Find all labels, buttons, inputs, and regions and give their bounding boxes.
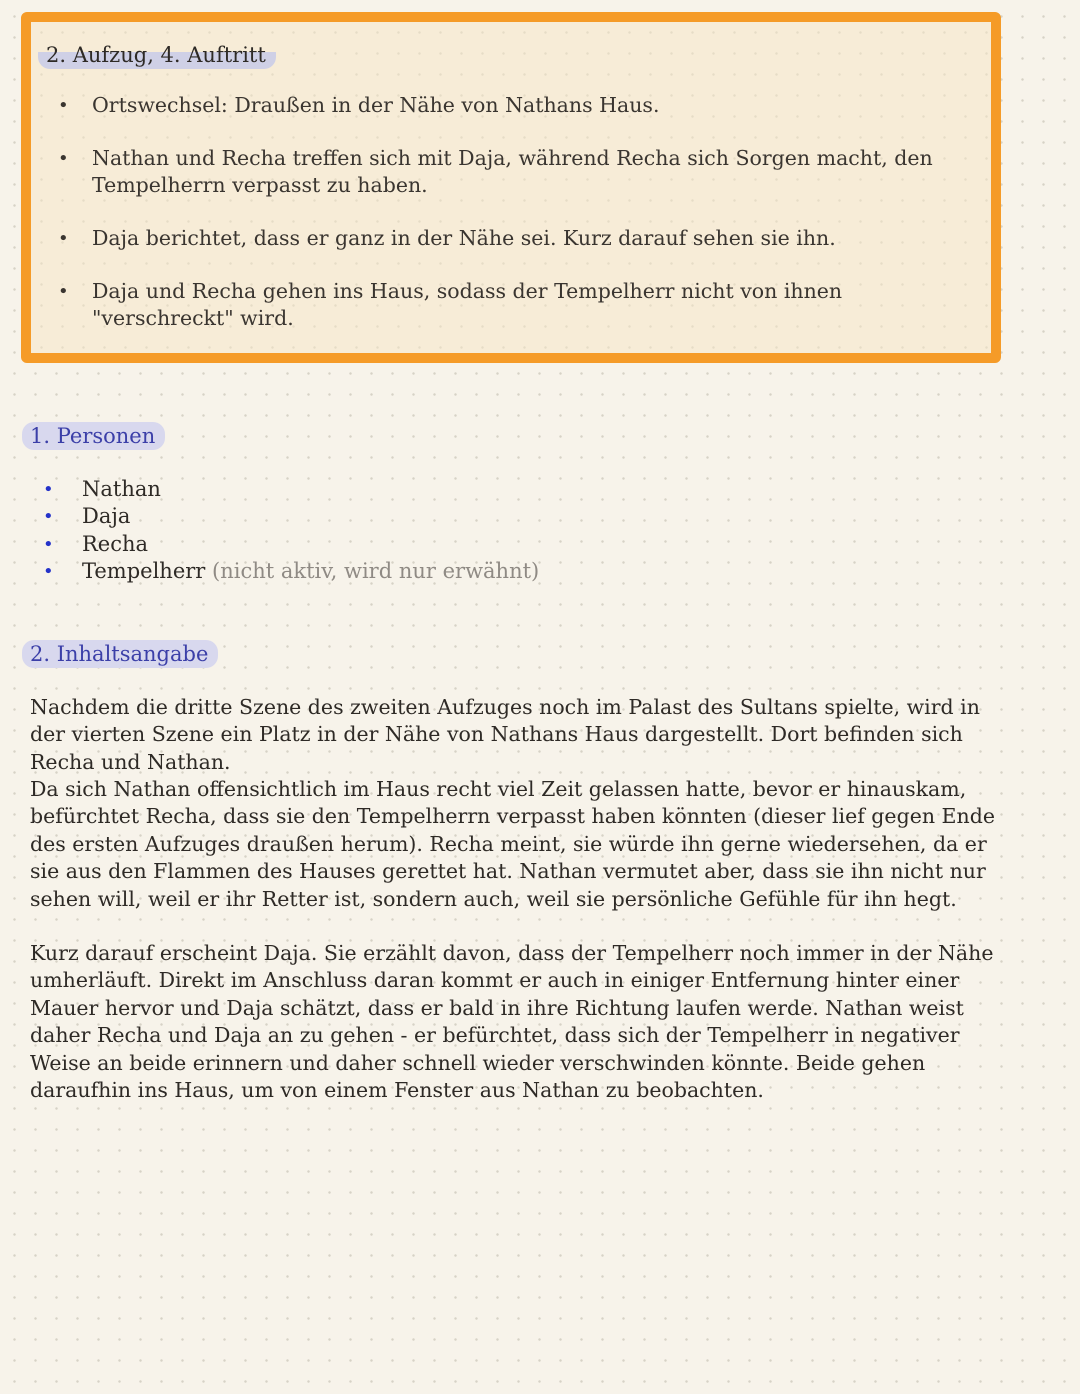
person-name: Recha <box>82 531 149 556</box>
person-name: Tempelherr <box>82 558 206 583</box>
person-item <box>40 503 539 530</box>
summary-paragraph: Da sich Nathan offensichtlich im Haus recht viel Zeit gelassen hatte, bevor er hinauskam, befürchtet Recha, dass sie den Tempelherrn verpasst haben könnten (dieser lief gegen Ende des ersten Aufzuges draußen herum). Recha meint, sie würde ihn gerne wiedersehen, da er sie aus den Flammen des Hauses gerettet hat. Nathan vermutet aber, dass sie ihn nicht nur sehen will, weil er ihr Retter ist, sondern auch, weil sie persönliche Gefühle für ihn hegt. <box>30 777 995 911</box>
summary-item-text: Daja berichtet, dass er ganz in der Nähe sei. Kurz darauf sehen sie ihn. <box>92 226 836 250</box>
summary-item <box>55 92 955 119</box>
summary-item-text: Nathan und Recha treffen sich mit Daja, während Recha sich Sorgen macht, den Tempelherrn verpasst zu haben. <box>92 146 933 197</box>
bullet-icon: • <box>58 148 69 169</box>
bullet-icon: • <box>58 228 69 249</box>
person-item <box>40 558 539 585</box>
summary-item <box>55 225 955 252</box>
summary-item-text: Daja und Recha gehen ins Haus, sodass der Tempelherr nicht von ihnen "verschreckt" wird. <box>92 279 843 330</box>
person-item <box>40 476 539 503</box>
summary-paragraph: Kurz darauf erscheint Daja. Sie erzählt davon, dass der Tempelherr noch immer in der Nähe umherläuft. Direkt im Anschluss daran kommt er auch in einiger Entfernung hinter einer Mauer hervor und Daja schätzt, dass er bald in ihre Richtung laufen werde. Nathan weist daher Recha und Daja an zu gehen - er befürchtet, dass sich der Tempelherr in negativer Weise an beide erinnern und daher schnell wieder verschwinden könnte. Beide gehen daraufhin ins Haus, um von einem Fenster aus Nathan zu beobachten. <box>30 941 994 1103</box>
bullet-icon: • <box>58 95 69 116</box>
inhaltsangabe-heading: 2. Inhaltsangabe <box>22 640 218 668</box>
personen-heading: 1. Personen <box>22 422 165 450</box>
summary-item <box>55 145 955 199</box>
bullet-icon: • <box>43 479 54 500</box>
bullet-icon: • <box>43 533 54 555</box>
bullet-icon: • <box>43 560 54 582</box>
summary-item-text: Ortswechsel: Draußen in der Nähe von Nathans Haus. <box>92 93 660 117</box>
bullet-icon: • <box>43 506 54 528</box>
person-item <box>40 531 539 558</box>
summary-paragraph: Nachdem die dritte Szene des zweiten Aufzuges noch im Palast des Sultans spielte, wird in der vierten Szene ein Platz in der Nähe von Nathans Haus dargestellt. Dort befinden sich Recha und Nathan. <box>30 695 980 774</box>
person-name: Daja <box>82 504 131 529</box>
summary-title: 2. Aufzug, 4. Auftritt <box>38 41 276 69</box>
bullet-icon: • <box>58 281 69 302</box>
summary-item <box>55 278 955 332</box>
summary-list <box>55 92 955 358</box>
person-name: Nathan <box>82 477 161 501</box>
person-list <box>40 476 539 585</box>
person-note: (nicht aktiv, wird nur erwähnt) <box>212 558 540 583</box>
